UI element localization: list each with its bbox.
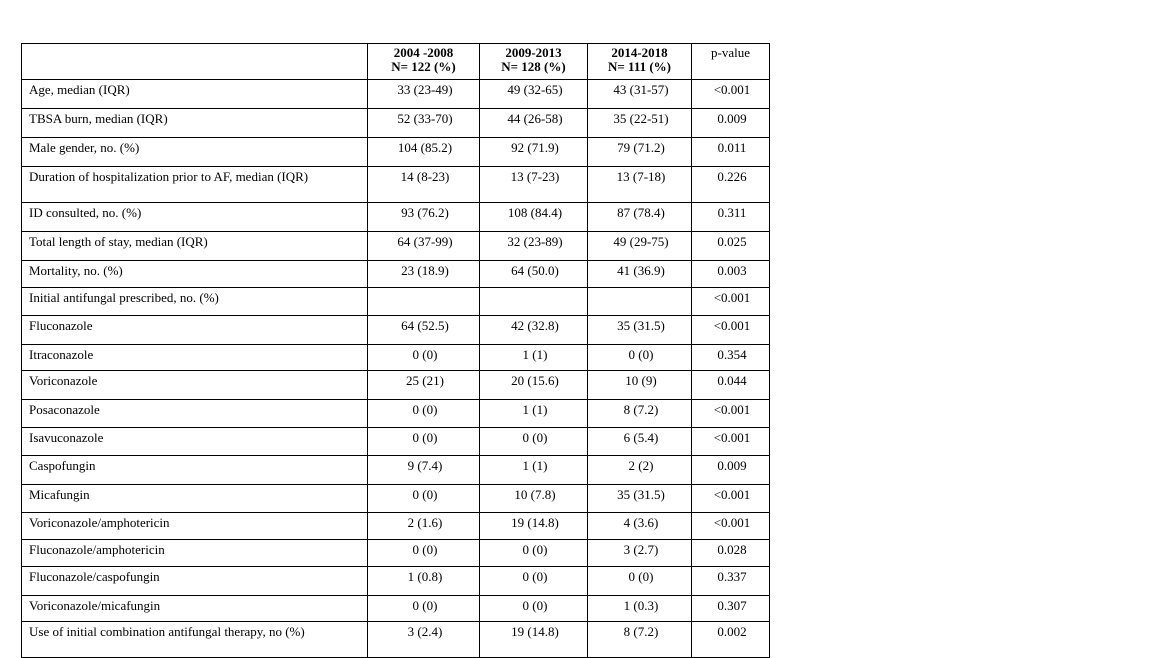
cell-2014-2018: 0 (0) xyxy=(588,345,692,371)
row-label: Age, median (IQR) xyxy=(22,80,368,109)
cell-2004-2008: 1 (0.8) xyxy=(368,567,480,596)
cell-2014-2018: 10 (9) xyxy=(588,371,692,400)
cell-p-value: 0.002 xyxy=(692,622,770,658)
cell-2004-2008: 25 (21) xyxy=(368,371,480,400)
cell-2014-2018: 3 (2.7) xyxy=(588,540,692,567)
cell-2014-2018: 13 (7-18) xyxy=(588,167,692,203)
cell-2014-2018: 87 (78.4) xyxy=(588,203,692,232)
table-row xyxy=(22,316,770,345)
cell-p-value: <0.001 xyxy=(692,316,770,345)
cell-2004-2008: 0 (0) xyxy=(368,485,480,513)
table-row xyxy=(22,138,770,167)
row-label: Duration of hospitalization prior to AF, median (IQR) xyxy=(22,167,368,203)
table-row xyxy=(22,596,770,622)
table-row xyxy=(22,203,770,232)
row-label: Voriconazole/micafungin xyxy=(22,596,368,622)
table-row xyxy=(22,261,770,288)
cell-2014-2018: 35 (31.5) xyxy=(588,316,692,345)
row-label: Mortality, no. (%) xyxy=(22,261,368,288)
cell-2004-2008: 23 (18.9) xyxy=(368,261,480,288)
row-label: Fluconazole/caspofungin xyxy=(22,567,368,596)
cell-2004-2008: 93 (76.2) xyxy=(368,203,480,232)
cell-2009-2013: 0 (0) xyxy=(480,540,588,567)
row-label: Initial antifungal prescribed, no. (%) xyxy=(22,288,368,316)
cell-p-value: 0.044 xyxy=(692,371,770,400)
cell-p-value: <0.001 xyxy=(692,428,770,456)
row-label: Total length of stay, median (IQR) xyxy=(22,232,368,261)
row-label: Use of initial combination antifungal therapy, no (%) xyxy=(22,622,368,658)
table-row xyxy=(22,567,770,596)
cell-2009-2013: 0 (0) xyxy=(480,428,588,456)
row-label: TBSA burn, median (IQR) xyxy=(22,109,368,138)
table-row xyxy=(22,428,770,456)
table-row xyxy=(22,485,770,513)
cell-2009-2013: 19 (14.8) xyxy=(480,513,588,540)
cell-p-value: 0.011 xyxy=(692,138,770,167)
table-row xyxy=(22,232,770,261)
cell-2009-2013: 1 (1) xyxy=(480,456,588,485)
cell-2009-2013: 32 (23-89) xyxy=(480,232,588,261)
cell-p-value: 0.003 xyxy=(692,261,770,288)
cell-2014-2018: 43 (31-57) xyxy=(588,80,692,109)
cell-2014-2018: 8 (7.2) xyxy=(588,400,692,428)
cell-2009-2013: 0 (0) xyxy=(480,567,588,596)
header-count-label: N= 128 (%) xyxy=(501,59,566,74)
cell-2004-2008: 3 (2.4) xyxy=(368,622,480,658)
cell-2014-2018: 8 (7.2) xyxy=(588,622,692,658)
cell-2004-2008: 52 (33-70) xyxy=(368,109,480,138)
cell-2004-2008 xyxy=(368,288,480,316)
header-period-2009-2013 xyxy=(480,44,588,80)
row-label: Posaconazole xyxy=(22,400,368,428)
cell-2009-2013: 20 (15.6) xyxy=(480,371,588,400)
cell-2009-2013: 1 (1) xyxy=(480,400,588,428)
cell-p-value: 0.311 xyxy=(692,203,770,232)
cell-p-value: <0.001 xyxy=(692,288,770,316)
cell-2004-2008: 0 (0) xyxy=(368,540,480,567)
cell-p-value: 0.028 xyxy=(692,540,770,567)
cell-p-value: <0.001 xyxy=(692,485,770,513)
cell-2009-2013: 49 (32-65) xyxy=(480,80,588,109)
cell-2014-2018: 4 (3.6) xyxy=(588,513,692,540)
header-row xyxy=(22,44,770,80)
row-label: Voriconazole xyxy=(22,371,368,400)
cell-2009-2013: 42 (32.8) xyxy=(480,316,588,345)
cell-2014-2018: 41 (36.9) xyxy=(588,261,692,288)
cell-p-value: 0.025 xyxy=(692,232,770,261)
table-row xyxy=(22,622,770,658)
cell-2004-2008: 0 (0) xyxy=(368,345,480,371)
table-row xyxy=(22,345,770,371)
header-period-label: 2009-2013 xyxy=(505,45,562,60)
header-period-label: 2014-2018 xyxy=(611,45,668,60)
cell-2009-2013: 13 (7-23) xyxy=(480,167,588,203)
cell-2014-2018: 35 (31.5) xyxy=(588,485,692,513)
row-label: Itraconazole xyxy=(22,345,368,371)
table-row xyxy=(22,400,770,428)
table-row xyxy=(22,288,770,316)
cell-2009-2013: 19 (14.8) xyxy=(480,622,588,658)
cell-2004-2008: 14 (8-23) xyxy=(368,167,480,203)
cell-2014-2018: 1 (0.3) xyxy=(588,596,692,622)
header-count-label: N= 111 (%) xyxy=(607,59,672,74)
cell-2004-2008: 64 (37-99) xyxy=(368,232,480,261)
row-label: Male gender, no. (%) xyxy=(22,138,368,167)
cell-2004-2008: 2 (1.6) xyxy=(368,513,480,540)
header-period-2014-2018 xyxy=(588,44,692,80)
cell-2009-2013: 0 (0) xyxy=(480,596,588,622)
cell-2004-2008: 104 (85.2) xyxy=(368,138,480,167)
cell-p-value: 0.307 xyxy=(692,596,770,622)
row-label: Voriconazole/amphotericin xyxy=(22,513,368,540)
header-period-label: 2004 -2008 xyxy=(393,45,454,60)
table-row xyxy=(22,109,770,138)
header-p-value: p-value xyxy=(692,44,770,80)
cell-2009-2013: 10 (7.8) xyxy=(480,485,588,513)
row-label: Isavuconazole xyxy=(22,428,368,456)
table-row xyxy=(22,371,770,400)
data-table xyxy=(21,43,770,658)
cell-2014-2018: 35 (22-51) xyxy=(588,109,692,138)
table-row xyxy=(22,456,770,485)
cell-2009-2013: 92 (71.9) xyxy=(480,138,588,167)
cell-2004-2008: 9 (7.4) xyxy=(368,456,480,485)
cell-2014-2018: 2 (2) xyxy=(588,456,692,485)
header-period-2004-2008 xyxy=(368,44,480,80)
cell-2004-2008: 64 (52.5) xyxy=(368,316,480,345)
cell-2004-2008: 0 (0) xyxy=(368,400,480,428)
cell-2009-2013 xyxy=(480,288,588,316)
cell-2009-2013: 44 (26-58) xyxy=(480,109,588,138)
cell-2004-2008: 0 (0) xyxy=(368,428,480,456)
cell-2009-2013: 108 (84.4) xyxy=(480,203,588,232)
row-label: ID consulted, no. (%) xyxy=(22,203,368,232)
header-count-label: N= 122 (%) xyxy=(391,59,456,74)
row-label: Fluconazole/amphotericin xyxy=(22,540,368,567)
cell-p-value: <0.001 xyxy=(692,513,770,540)
cell-2014-2018 xyxy=(588,288,692,316)
cell-2004-2008: 33 (23-49) xyxy=(368,80,480,109)
row-label: Micafungin xyxy=(22,485,368,513)
cell-p-value: 0.226 xyxy=(692,167,770,203)
cell-2014-2018: 79 (71.2) xyxy=(588,138,692,167)
cell-p-value: 0.009 xyxy=(692,109,770,138)
row-label: Caspofungin xyxy=(22,456,368,485)
table-row xyxy=(22,80,770,109)
cell-2004-2008: 0 (0) xyxy=(368,596,480,622)
table-row xyxy=(22,540,770,567)
cell-2014-2018: 0 (0) xyxy=(588,567,692,596)
cell-p-value: <0.001 xyxy=(692,80,770,109)
header-label-cell xyxy=(22,44,368,80)
cell-2014-2018: 49 (29-75) xyxy=(588,232,692,261)
cell-2009-2013: 1 (1) xyxy=(480,345,588,371)
row-label: Fluconazole xyxy=(22,316,368,345)
cell-p-value: 0.354 xyxy=(692,345,770,371)
cell-p-value: 0.337 xyxy=(692,567,770,596)
table-row xyxy=(22,167,770,203)
cell-2009-2013: 64 (50.0) xyxy=(480,261,588,288)
cell-p-value: <0.001 xyxy=(692,400,770,428)
table-row xyxy=(22,513,770,540)
cell-p-value: 0.009 xyxy=(692,456,770,485)
cell-2014-2018: 6 (5.4) xyxy=(588,428,692,456)
